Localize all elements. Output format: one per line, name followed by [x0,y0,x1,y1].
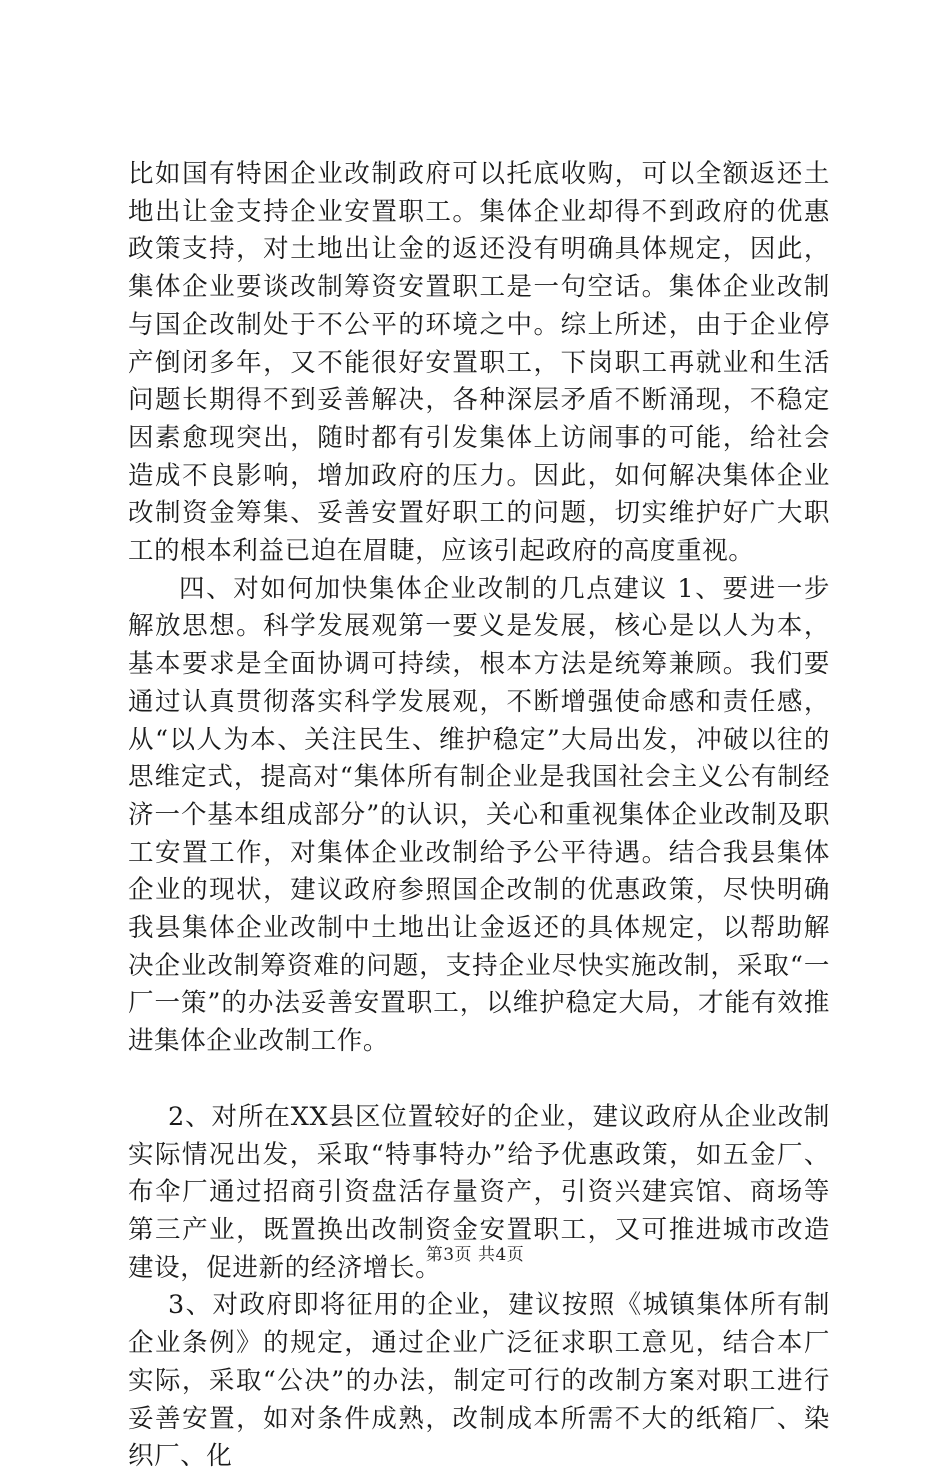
paragraph-4: 3、对政府即将征用的企业，建议按照《城镇集体所有制企业条例》的规定，通过企业广泛征求职工意见，结合本厂实际，采取“公决”的办法，制定可行的改制方案对职工进行妥善安置，如对条件成熟，改制成本所需不大的纸箱厂、染织厂、化 [128,1290,830,1472]
paragraph-3: 2、对所在XX县区位置较好的企业，建议政府从企业改制实际情况出发，采取“特事特办”给予优惠政策，如五金厂、布伞厂通过招商引资盘活存量资产，引资兴建宾馆、商场等第三产业，既置换出改制资金安置职工，又可推进城市改造建设，促进新的经济增长。 [128,1101,830,1283]
page-footer: 第3页 共4页 [425,1245,525,1265]
paragraph-1: 比如国有特困企业改制政府可以托底收购，可以全额返还土地出让金支持企业安置职工。集体企业却得不到政府的优惠政策支持，对土地出让金的返还没有明确具体规定，因此，集体企业要谈改制筹资安置职工是一句空话。集体企业改制与国企改制处于不公平的环境之中。综上所述，由于企业停产倒闭多年，又不能很好安置职工，下岗职工再就业和生活问题长期得不到妥善解决，各种深层矛盾不断涌现，不稳定因素愈现突出，随时都有引发集体上访闹事的可能，给社会造成不良影响，增加政府的压力。因此，如何解决集体企业改制资金筹集、妥善安置好职工的问题，切实维护好广大职工的根本利益已迫在眉睫，应该引起政府的高度重视。 [128,159,830,567]
document-body [128,156,830,1476]
paragraph-2: 四、对如何加快集体企业改制的几点建议 1、要进一步解放思想。科学发展观第一要义是发展，核心是以人为本，基本要求是全面协调可持续，根本方法是统筹兼顾。我们要通过认真贯彻落实科学发展观，不断增强使命感和责任感，从“以人为本、关注民生、维护稳定”大局出发，冲破以往的思维定式，提高对“集体所有制企业是我国社会主义公有制经济一个基本组成部分”的认识，关心和重视集体企业改制及职工安置工作，对集体企业改制给予公平待遇。结合我县集体企业的现状，建议政府参照国企改制的优惠政策，尽快明确我县集体企业改制中土地出让金返还的具体规定，以帮助解决企业改制筹资难的问题，支持企业尽快实施改制，采取“一厂一策”的办法妥善安置职工，以维护稳定大局，才能有效推进集体企业改制工作。 [128,573,830,1057]
